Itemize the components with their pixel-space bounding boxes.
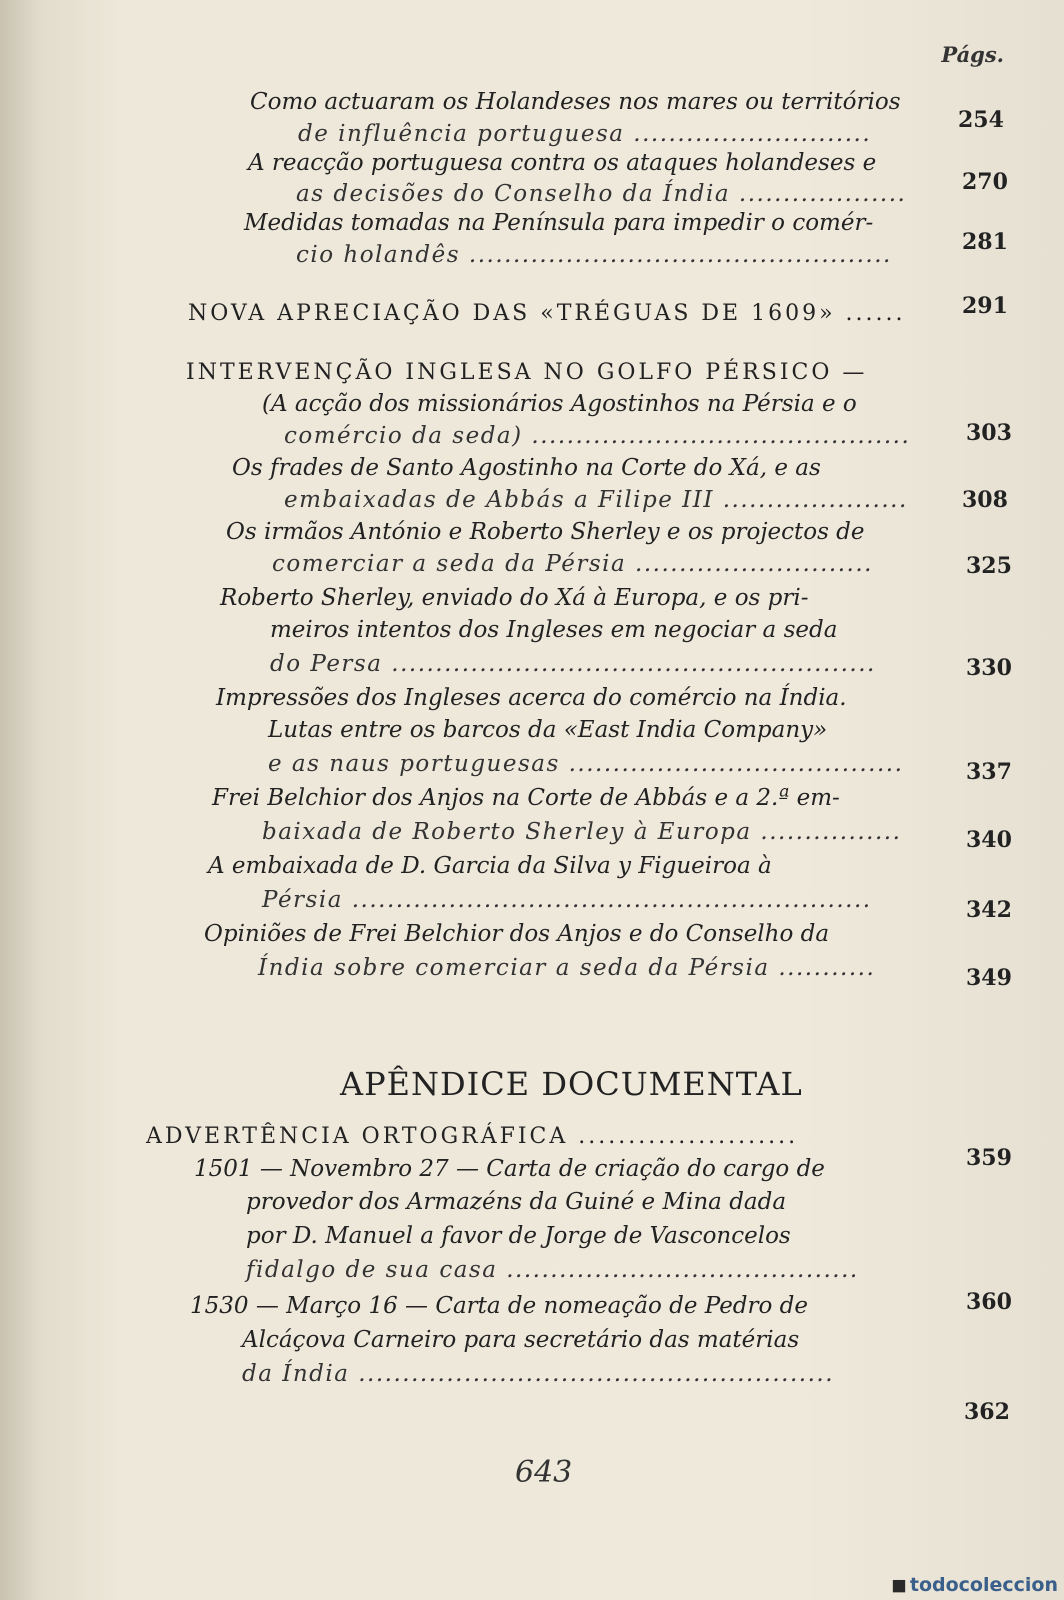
pages-column-label: Págs.	[941, 42, 1004, 67]
watermark	[891, 1574, 1058, 1596]
entry-line: Frei Belchior dos Anjos na Corte de Abbás e a 2.ª em-	[212, 785, 840, 811]
section-title: INTERVENÇÃO INGLESA NO GOLFO PÉRSICO —	[186, 360, 868, 385]
appendix-heading: APÊNDICE DOCUMENTAL	[340, 1065, 803, 1103]
page-number: 359	[966, 1145, 1012, 1171]
entry-line: Pérsia ...........................................................	[262, 887, 872, 913]
entry-line: Índia sobre comerciar a seda da Pérsia ...........	[258, 955, 876, 981]
page-number: 360	[966, 1289, 1012, 1315]
page-number: 303	[966, 420, 1012, 446]
logo-icon: ◼	[891, 1574, 907, 1596]
entry-line: as decisões do Conselho da Índia ...................	[296, 181, 907, 207]
entry-line: comércio da seda) ...........................................	[284, 423, 911, 449]
entry-line: do Persa .......................................................	[270, 651, 876, 677]
page-number: 291	[962, 293, 1008, 319]
entry-line: por D. Manuel a favor de Jorge de Vasconcelos	[246, 1223, 791, 1249]
page-number: 270	[962, 169, 1008, 195]
page-number: 337	[966, 759, 1012, 785]
entry-line: Como actuaram os Holandeses nos mares ou territórios	[250, 89, 901, 115]
page-number: 254	[958, 107, 1004, 133]
entry-line: baixada de Roberto Sherley à Europa ................	[262, 819, 902, 845]
folio-page-number: 643	[515, 1455, 573, 1490]
entry-line: Os frades de Santo Agostinho na Corte do Xá, e as	[232, 455, 821, 481]
entry-line: e as naus portuguesas ......................................	[268, 751, 904, 777]
entry-line: Medidas tomadas na Península para impedir o comér-	[244, 210, 874, 236]
page-number: 349	[966, 965, 1012, 991]
entry-line: Roberto Sherley, enviado do Xá à Europa, e os pri-	[220, 585, 809, 611]
entry-line: A embaixada de D. Garcia da Silva y Figueiroa à	[208, 853, 772, 879]
entry-line: 1530 — Março 16 — Carta de nomeação de Pedro de	[190, 1293, 809, 1319]
entry-line: 1501 — Novembro 27 — Carta de criação do cargo de	[194, 1156, 825, 1182]
page-number: 325	[966, 553, 1012, 579]
page-number: 342	[966, 897, 1012, 923]
section-title: ADVERTÊNCIA ORTOGRÁFICA ......................	[146, 1124, 799, 1149]
entry-line: Impressões dos Ingleses acerca do comércio na Índia.	[216, 685, 847, 711]
entry-line: de influência portuguesa ...........................	[298, 121, 872, 147]
entry-line: A reacção portuguesa contra os ataques holandeses e	[248, 150, 877, 176]
page-number: 308	[962, 487, 1008, 513]
entry-line: embaixadas de Abbás a Filipe III .....................	[284, 487, 908, 513]
entry-line: da Índia ......................................................	[242, 1361, 835, 1387]
entry-line: Opiniões de Frei Belchior dos Anjos e do Conselho da	[204, 921, 830, 947]
watermark-text: todocoleccion	[909, 1574, 1058, 1596]
entry-line: fidalgo de sua casa ........................................	[246, 1257, 859, 1283]
entry-line: meiros intentos dos Ingleses em negociar a seda	[270, 617, 838, 643]
entry-line: Alcáçova Carneiro para secretário das matérias	[242, 1327, 800, 1353]
entry-line: cio holandês ................................................	[296, 242, 892, 268]
entry-line: (A acção dos missionários Agostinhos na Pérsia e o	[262, 391, 857, 417]
entry-line: Os irmãos António e Roberto Sherley e os projectos de	[226, 519, 865, 545]
entry-line: comerciar a seda da Pérsia ...........................	[272, 551, 873, 577]
page-number: 330	[966, 655, 1012, 681]
page-number: 281	[962, 229, 1008, 255]
entry-line: Lutas entre os barcos da «East India Company»	[268, 717, 828, 743]
entry-line: provedor dos Armazéns da Guiné e Mina dada	[246, 1189, 787, 1215]
section-title: NOVA APRECIAÇÃO DAS «TRÉGUAS DE 1609» ......	[188, 301, 906, 326]
page-number: 362	[964, 1399, 1010, 1425]
page-number: 340	[966, 827, 1012, 853]
